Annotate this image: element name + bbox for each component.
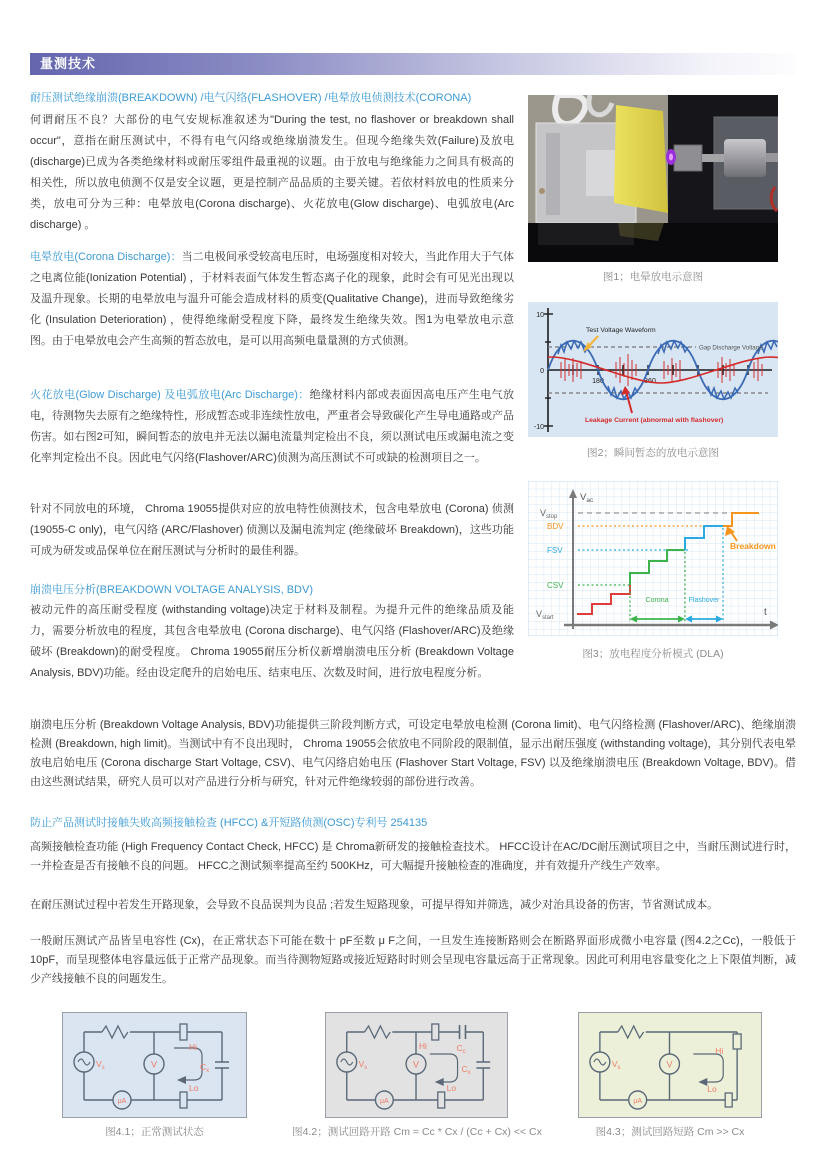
paragraph-bdv-intro: 被动元件的高压耐受程度 (withstanding voltage)决定于材料及制程。为提升元件的绝缘品质及能力，需要分析放电的程度，其包含电晕放电 (Corona discharge)、电气闪络 (Flashover/ARC)及绝缘破坏 (Breakdown)的耐受程度。 Chroma 19055耐压分析仪新增崩溃电压分析 (Breakdown Voltage Analysis, BDV)功能。经由设定爬升的启始电压、结束电压、次数及时间，进行放电程度分析。 xyxy=(30,604,514,679)
figure42-caption: 图4.2；测试回路开路 Cm = Cc * Cx / (Cc + Cx) << Cx xyxy=(292,1126,542,1138)
electrode-shaft xyxy=(702,154,724,162)
figure1-corona-photo xyxy=(528,95,778,267)
hi-terminal xyxy=(733,1034,741,1049)
x-tick-180: 180 xyxy=(592,378,604,385)
heading-bdv-analysis: 崩溃电压分析(BREAKDOWN VOLTAGE ANALYSIS, BDV) xyxy=(30,584,313,596)
lo-label: Lo xyxy=(189,1083,199,1093)
figure3-dla-chart xyxy=(528,481,778,641)
chart-grid xyxy=(528,481,778,636)
cc-label: Cc xyxy=(456,1042,466,1056)
figure3-caption: 图3；放电程度分析模式 (DLA) xyxy=(582,648,724,660)
y-tick-neg10: -10 xyxy=(533,424,544,431)
paragraph-corona-body: 当二电极间承受较高电压时，电场强度相对较大，当此作用大于气体之电离位能(Ionization Potential) ，于材料表面气体发生暂态离子化的现象，此时会有可见光出现以及温升现象。长期的电晕放电与温升可能会造成材料的质变(Qualitative Change)，进而导致绝缘劣化 (Insulation Deterioration) ，使得绝缘耐受程度下降，最终发生绝缘失效。图1为电晕放电示意图。由于电晕放电会产生高频的暂态放电，是可以用高频电量量测的方式侦测。 xyxy=(30,251,515,347)
gap-discharge-label: Gap Discharge Voltage xyxy=(699,344,763,352)
hi-terminal xyxy=(432,1024,439,1040)
paragraph-glow-arc-body: 绝缘材料内部或表面因高电压产生电气放电，待测物失去原有之绝缘特性，形成暂态或非连续性放电，严重者会导致碳化产生导电通路或产品伤害。如右图2可知，瞬间暂态的放电并无法以漏电流量判定检出不良，须以测试电压或漏电流之变化率判定检出不良。因此电气闪络(Flashover/ARC)侦测为高压测试不可或缺的检测项目之一。 xyxy=(30,389,514,464)
voltmeter-label: V xyxy=(413,1059,419,1070)
paragraph-open-short: 在耐压测试过程中若发生开路现象，会导致不良品误判为良品 ;若发生短路现象，可提早得知并筛选，减少对治具设备的伤害，节省测试成本。 xyxy=(30,899,719,911)
page-title: 量测技术 xyxy=(40,56,97,71)
paragraph-glow-arc xyxy=(30,385,514,469)
vs-label: Vs xyxy=(96,1059,105,1071)
lo-terminal xyxy=(180,1092,187,1108)
figure1-caption: 图1；电晕放电示意图 xyxy=(602,271,704,283)
inline-heading-glow-arc: 火花放电(Glow Discharge) 及电弧放电(Arc Discharge)： xyxy=(30,389,310,401)
hi-label: Hi xyxy=(189,1042,198,1052)
hi-label: Hi xyxy=(715,1045,724,1057)
vs-label: Vs xyxy=(611,1058,621,1072)
normal-test-circuit xyxy=(62,1012,247,1118)
lo-label: Lo xyxy=(446,1082,457,1094)
section-title-bar xyxy=(30,53,796,75)
figure43-caption: 图4.3；测试回路短路 Cm >> Cx xyxy=(595,1126,745,1138)
fsv-label: FSV xyxy=(547,546,563,555)
paragraph-chroma-19055: 针对不同放电的环境， Chroma 19055提供对应的放电特性侦测技术，包含电晕放电 (Corona) 侦测 (19055-C only)，电气闪络 (ARC/Flashover) 侦测以及漏电流判定 (绝缘破坏 Breakdown)，这些功能可成为研发或品保单位在耐压测试与分析时的最佳利器。 xyxy=(30,503,514,557)
breakdown-label: Breakdown xyxy=(730,541,776,551)
figure2-caption: 图2；瞬间暂态的放电示意图 xyxy=(587,447,719,459)
paragraph-withstand-intro: 何谓耐压不良？大部份的电气安规标准叙述为"During the test, no flashover or breakdown shall occur"，意指在耐压测试中，不得有电气闪络或绝缘崩溃发生。但现今绝缘失效(Failure)及放电(discharge)已成为各类绝缘材料或耐压零组件最重视的议题。由于放电与绝缘能力之间具有极高的相关性，所以放电侦测不仅是安全议题，更是控制产品品质的主要关键。若依材料放电的性质来分类，放电可分为三种：电晕放电(Corona discharge)、火花放电(Glow discharge)、电弧放电(Arc discharge) 。 xyxy=(30,114,514,231)
test-voltage-label: Test Voltage Waveform xyxy=(586,327,656,334)
x-tick-360: 360 xyxy=(644,378,656,385)
paragraph-hfcc-intro: 高频接触检查功能 (High Frequency Contact Check, HFCC) 是 Chroma新研发的接触检查技术。 HFCC设计在AC/DC耐压测试项目之中，当耐压测试进行时，一并检查是否有接触不良的问题。 HFCC之测试频率提高至约 500KHz，可大幅提升接触检查的准确度，并有效提升产线生产效率。 xyxy=(30,841,796,872)
hi-label: Hi xyxy=(418,1040,427,1052)
lo-label: Lo xyxy=(707,1083,717,1095)
voltmeter-label: V xyxy=(666,1059,673,1070)
corona-discharge-photo xyxy=(528,95,778,262)
figure41-normal-circuit xyxy=(62,1012,247,1123)
discharge-level-analysis-chart xyxy=(528,481,778,636)
y-tick-0: 0 xyxy=(540,368,544,375)
transient-discharge-chart xyxy=(528,302,778,437)
vstop-label: Vstop xyxy=(540,508,558,520)
electrode-shaft-right xyxy=(766,153,778,162)
flashover-region-label: Flashover xyxy=(688,597,720,604)
csv-label: CSV xyxy=(547,581,564,590)
vac-axis-label: Vac xyxy=(580,492,594,504)
electrode-cylinder xyxy=(724,139,766,177)
heading-breakdown-flashover-corona: 耐压测试绝缘崩溃(BREAKDOWN) /电气闪络(FLASHOVER) /电晕放电侦测技术(CORONA) xyxy=(30,92,472,104)
bdv-label: BDV xyxy=(547,522,564,531)
paragraph-bdv-three-stage: 崩溃电压分析 (Breakdown Voltage Analysis, BDV)功能提供三阶段判断方式，可设定电晕放电检测 (Corona limit)、电气闪络检测 (Flashover/ARC)、绝缘崩溃检测 (Breakdown, high limit)。当测试中有不良出现时， Chroma 19055会依放电不同阶段的限制值，显示出耐压强度 (withstanding voltage)，其分别代表电晕放电启始电压 (Corona discharge Start Voltage, CSV)、电气闪络启始电压 (Flashover Start Voltage, FSV) 以及绝缘崩溃电压 (Breakdown Voltage, BDV)。借由这些测试结果，研究人员可以对产品进行分析与研究，针对元件绝缘较弱的部份进行改善。 xyxy=(30,719,796,788)
electrode-square xyxy=(674,145,702,171)
lo-terminal xyxy=(725,1093,732,1107)
lo-terminal xyxy=(438,1092,445,1108)
paragraph-corona-discharge xyxy=(30,247,514,352)
ammeter-label: μA xyxy=(380,1097,389,1106)
ammeter-label: μA xyxy=(633,1097,642,1106)
cx-label: Cx xyxy=(461,1063,471,1077)
t-axis-label: t xyxy=(764,607,767,618)
paragraph-capacitance: 一般耐压测试产品皆呈电容性 (Cx)，在正常状态下可能在数十 pF至数 μ F之间，一旦发生连接断路则会在断路界面形成微小电容量 (图4.2之Cc)，一般低于 10pF，而呈现整体电容量远低于正常产品现象。而当待测物短路或接近短路时时则会呈现电容量远高于正常现象。因此可利用电容量变化之上下限值判断，减少产线接触不良的问题发生。 xyxy=(30,935,796,985)
ammeter-label: μA xyxy=(117,1098,127,1105)
vstart-label: Vstart xyxy=(536,609,554,621)
inline-heading-corona: 电晕放电(Corona Discharge)： xyxy=(30,251,182,263)
leakage-current-label: Leakage Current (abnormal with flashover) xyxy=(585,417,724,424)
short-test-circuit xyxy=(578,1012,762,1118)
hi-terminal xyxy=(180,1024,187,1040)
cx-label: Cx xyxy=(200,1062,210,1074)
open-test-circuit xyxy=(325,1012,508,1118)
left-block-detail xyxy=(546,133,560,215)
figure43-short-circuit xyxy=(578,1012,762,1123)
heading-hfcc-osc: 防止产品测试时接触失败高频接触检查 (HFCC) &开短路侦测(OSC)专利号 254135 xyxy=(30,817,428,829)
figure42-open-circuit xyxy=(325,1012,508,1123)
vs-label: Vs xyxy=(358,1058,368,1072)
screw xyxy=(539,188,545,194)
figure2-waveform-chart xyxy=(528,302,778,442)
corona-region-label: Corona xyxy=(645,597,669,604)
y-tick-10: 10 xyxy=(536,312,544,319)
voltmeter-label: V xyxy=(150,1059,158,1070)
left-block-detail-2 xyxy=(586,150,618,196)
corona-glow-core xyxy=(669,154,673,161)
figure41-caption: 图4.1；正常测试状态 xyxy=(105,1126,204,1138)
yellow-test-film xyxy=(614,105,668,213)
